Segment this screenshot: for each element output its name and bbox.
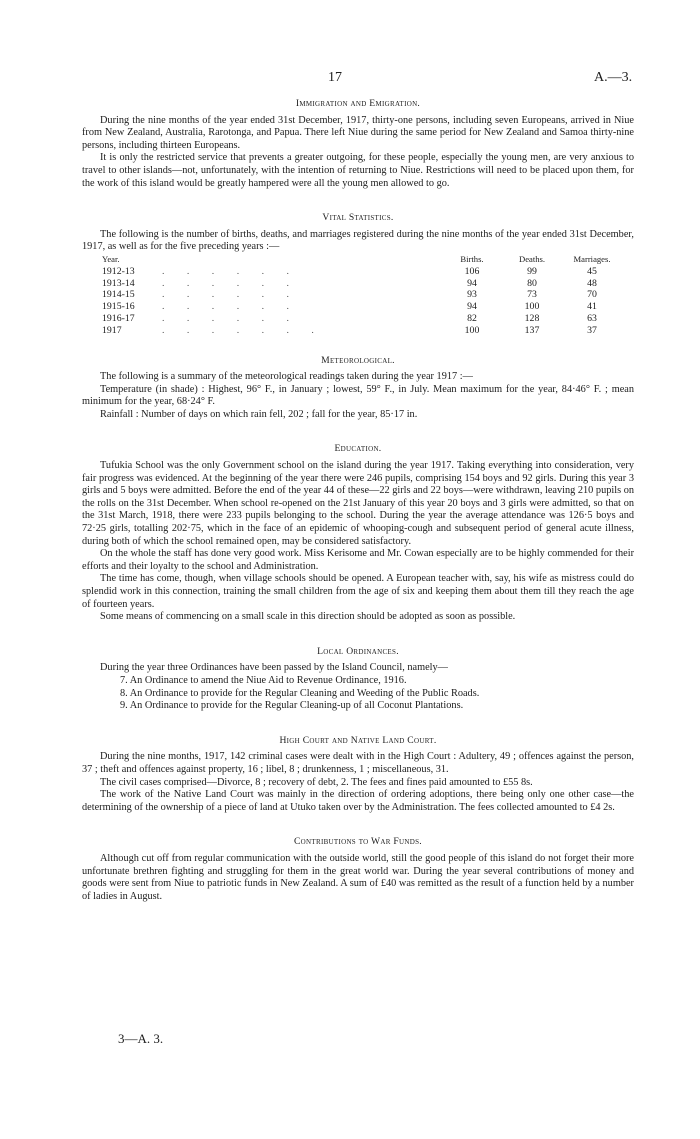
table-row	[102, 325, 622, 337]
cell-deaths: 137	[524, 324, 540, 336]
paragraph: Some means of commencing on a small scale in this direction should be adopted as soon as possible.	[100, 611, 516, 623]
cell-year: 1914-15	[102, 289, 135, 301]
section-title-vital-statistics: Vital Statistics.	[322, 212, 394, 224]
cell-births: 94	[467, 277, 477, 289]
paragraph: Although cut off from regular communication with the outside world, still the good people of this island do not forget their more unfortunate brethren fighting and struggling for them in the great world war. During the year several contributions of money and goods were sent from Niue to patriotic funds in New Zealand. A sum of £40 was remitted as the result of a function held by a number of ladies in August.	[82, 852, 634, 902]
table-row	[102, 278, 622, 290]
list-item: 8. An Ordinance to provide for the Regular Cleaning and Weeding of the Public Roads.	[120, 687, 480, 699]
paragraph: Tufukia School was the only Government school on the island during the year 1917. Taking everything into consideration, very fair progress was evidenced. At the beginning of the year there were 246 pupils, comprising 154 boys and 92 girls. During this year 3 girls and 5 boys were admitted. Before the end of the year 44 of these—22 girls and 22 boys—were withdrawn, leaving 210 pupils on the rolls on the 31st December. When school re-opened on the 21st January of this year 20 boys and 3 girls were admitted, so that on the 31st March, 1918, there were 233 pupils belonging to the school. During the year the average attendance was 126·5 boys and 72·25 girls, totalling 202·75, which in the face of an epidemic of whooping-cough and subsequent period of general acute illness, during both of which the school remained open, may be considered satisfactory.	[82, 460, 634, 547]
table-row	[102, 266, 622, 278]
cell-leader-dots: . . . . . .	[162, 277, 299, 289]
section-title-high-court: High Court and Native Land Court.	[279, 734, 437, 746]
list-item: 7. An Ordinance to amend the Niue Aid to Revenue Ordinance, 1916.	[120, 674, 407, 686]
paragraph: Rainfall : Number of days on which rain fell, 202 ; fall for the year, 85·17 in.	[100, 408, 418, 420]
table-row	[102, 301, 622, 313]
table-row	[102, 289, 622, 301]
cell-year: 1912-13	[102, 265, 135, 277]
column-header-births: Births.	[460, 253, 484, 264]
vital-statistics-table	[102, 254, 622, 337]
paragraph: The following is a summary of the meteorological readings taken during the year 1917 :—	[100, 371, 473, 383]
document-reference: A.—3.	[594, 70, 633, 85]
cell-births: 93	[467, 289, 477, 301]
column-header-deaths: Deaths.	[518, 253, 545, 264]
section-title-immigration: Immigration and Emigration.	[295, 98, 421, 109]
cell-leader-dots: . . . . . .	[162, 312, 299, 324]
cell-marriages: 48	[587, 277, 597, 289]
paragraph: The work of the Native Land Court was mainly in the direction of ordering adoptions, there being only one other case—the determining of the ownership of a piece of land at Utuko taken over by the Administration. The fees collected amounted to £4 2s.	[82, 789, 634, 813]
cell-births: 94	[467, 301, 477, 313]
page-signature: 3—A. 3.	[118, 1031, 164, 1046]
cell-births: 82	[467, 312, 477, 324]
cell-marriages: 45	[587, 265, 597, 277]
paragraph: On the whole the staff has done very good work. Miss Kerisome and Mr. Cowan especially are to be highly commended for their efforts and their loyalty to the school and Administration.	[82, 548, 634, 572]
cell-year: 1913-14	[102, 277, 135, 289]
paragraph: During the nine months of the year ended 31st December, 1917, thirty-one persons, including seven Europeans, arrived in Niue from New Zealand, Australia, Rarotonga, and Papua. There left Niue during the same period for New Zealand and Samoa thirty-nine persons, including thirteen Europeans.	[82, 114, 634, 151]
cell-deaths: 99	[527, 265, 537, 277]
cell-leader-dots: . . . . . .	[162, 265, 299, 277]
page-header	[0, 70, 700, 90]
column-header-marriages: Marriages.	[573, 253, 611, 264]
section-title-war-funds: Contributions to War Funds.	[293, 836, 423, 848]
paragraph: During the year three Ordinances have been passed by the Island Council, namely—	[100, 662, 448, 674]
column-header-year: Year.	[102, 253, 120, 264]
section-title-education: Education.	[334, 443, 382, 455]
cell-year: 1915-16	[102, 301, 135, 313]
paragraph: During the nine months, 1917, 142 criminal cases were dealt with in the High Court : Adultery, 49 ; offences against the person, 37 ; theft and offences against property, 16 ; libel, 8 ; drunkenness, 1 ; miscellaneous, 31.	[82, 751, 634, 775]
cell-year: 1917	[102, 324, 122, 336]
cell-marriages: 37	[587, 324, 597, 336]
cell-marriages: 70	[587, 289, 597, 301]
paragraph: Temperature (in shade) : Highest, 96° F., in January ; lowest, 59° F., in July. Mean maximum for the year, 84·46° F. ; mean minimum for the year, 68·24° F.	[82, 383, 634, 408]
cell-deaths: 128	[524, 312, 540, 324]
cell-deaths: 100	[524, 301, 540, 313]
list-item: 9. An Ordinance to provide for the Regular Cleaning-up of all Coconut Plantations.	[120, 700, 464, 712]
paragraph: The civil cases comprised—Divorce, 8 ; recovery of debt, 2. The fees and fines paid amounted to £55 8s.	[100, 776, 533, 788]
paragraph: The following is the number of births, deaths, and marriages registered during the nine months of the year ended 31st December, 1917, as well as for the five preceding years :—	[82, 228, 634, 253]
cell-deaths: 80	[527, 277, 537, 289]
cell-marriages: 63	[587, 312, 597, 324]
cell-leader-dots: . . . . . .	[162, 289, 299, 301]
cell-marriages: 41	[587, 301, 597, 313]
cell-leader-dots: . . . . . .	[162, 301, 299, 313]
cell-deaths: 73	[527, 289, 537, 301]
cell-births: 106	[464, 265, 480, 277]
paragraph: It is only the restricted service that prevents a greater outgoing, for these people, especially the young men, are very anxious to travel to other islands—not, unfortunately, with the intention of returning to Niue. Restrictions will need to be placed upon them, for the work of this island would be greatly hampered were all the young men allowed to go.	[82, 152, 634, 189]
table-row	[102, 313, 622, 325]
table-header-row	[102, 254, 622, 266]
cell-births: 100	[464, 324, 480, 336]
section-title-meteorological: Meteorological.	[321, 354, 395, 366]
paragraph: The time has come, though, when village schools should be opened. A European teacher with, say, his wife as mistress could do splendid work in this connection, training the small children from the age of six and keeping them about them till they reach the age of fourteen years.	[82, 573, 634, 610]
section-title-local-ordinances: Local Ordinances.	[317, 645, 399, 657]
page-body	[82, 98, 634, 903]
ordinance-list	[82, 675, 634, 713]
cell-leader-dots: . . . . . . .	[162, 324, 324, 336]
cell-year: 1916-17	[102, 312, 135, 324]
page-number: 17	[328, 70, 342, 85]
